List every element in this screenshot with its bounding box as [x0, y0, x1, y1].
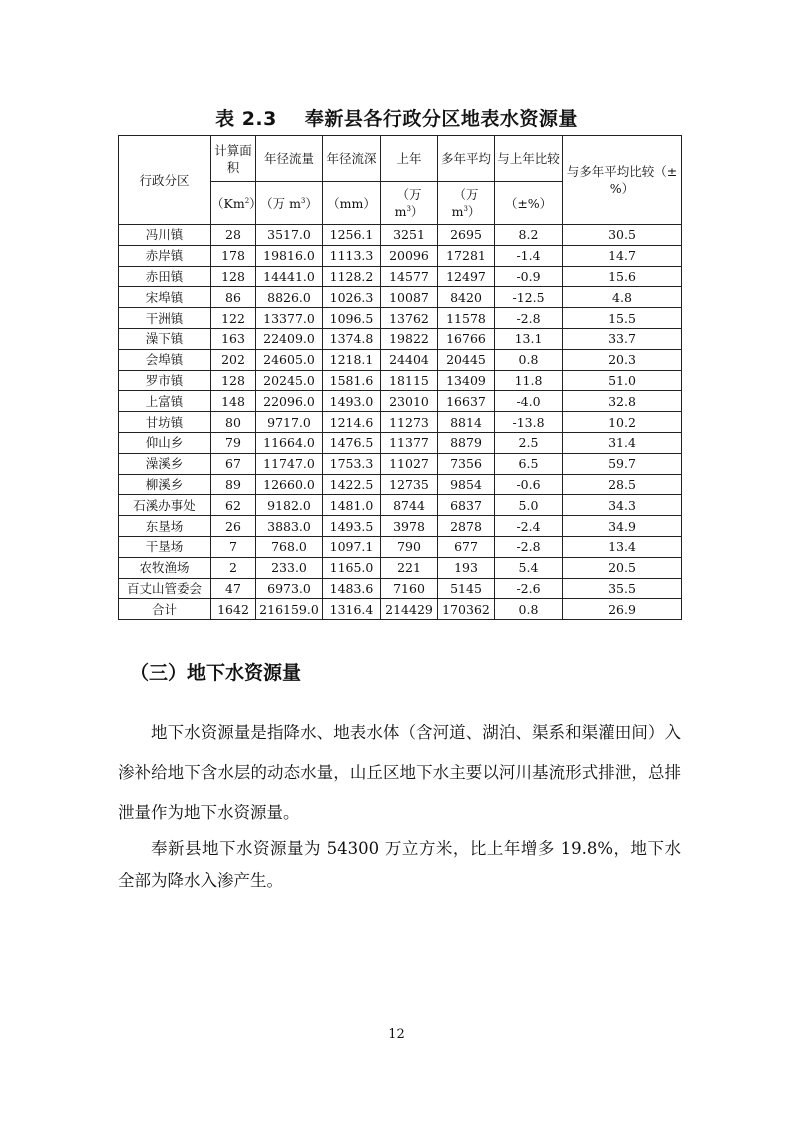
table-header-row — [119, 136, 682, 182]
cell-district: 干垦场 — [119, 536, 211, 557]
cell-flow: 6973.0 — [256, 578, 323, 599]
cell-cmp-avg: 13.4 — [563, 536, 682, 557]
cell-avg: 677 — [438, 536, 495, 557]
cell-depth: 1165.0 — [323, 557, 381, 578]
cell-cmp-avg: 33.7 — [563, 328, 682, 349]
cell-last: 18115 — [381, 370, 438, 391]
cell-depth: 1256.1 — [323, 225, 381, 246]
cell-avg: 6837 — [438, 495, 495, 516]
unit-depth: （mm） — [323, 182, 381, 225]
header-last-year: 上年 — [381, 136, 438, 182]
cell-flow: 20245.0 — [256, 370, 323, 391]
cell-flow: 216159.0 — [256, 599, 323, 620]
cell-area: 47 — [211, 578, 256, 599]
cell-last: 19822 — [381, 328, 438, 349]
cell-district: 百丈山管委会 — [119, 578, 211, 599]
cell-depth: 1026.3 — [323, 287, 381, 308]
unit-multi-year-avg — [438, 182, 495, 225]
cell-last: 7160 — [381, 578, 438, 599]
cell-last: 11377 — [381, 432, 438, 453]
cell-flow: 3883.0 — [256, 516, 323, 537]
cell-flow: 22409.0 — [256, 328, 323, 349]
cell-area: 148 — [211, 391, 256, 412]
cell-cmp-last: 6.5 — [495, 453, 563, 474]
unit-compare-last: （±%） — [495, 182, 563, 225]
cell-cmp-avg: 15.5 — [563, 308, 682, 329]
cell-depth: 1128.2 — [323, 266, 381, 287]
cell-district: 赤岸镇 — [119, 245, 211, 266]
cell-cmp-last: -0.9 — [495, 266, 563, 287]
cell-last: 11273 — [381, 412, 438, 433]
cell-area: 26 — [211, 516, 256, 537]
cell-last: 221 — [381, 557, 438, 578]
cell-last: 12735 — [381, 474, 438, 495]
cell-area: 122 — [211, 308, 256, 329]
cell-last: 20096 — [381, 245, 438, 266]
cell-area: 202 — [211, 349, 256, 370]
cell-avg: 12497 — [438, 266, 495, 287]
cell-area: 2 — [211, 557, 256, 578]
cell-depth: 1096.5 — [323, 308, 381, 329]
cell-flow: 11664.0 — [256, 432, 323, 453]
cell-flow: 13377.0 — [256, 308, 323, 329]
table-row — [119, 536, 682, 557]
table-row — [119, 349, 682, 370]
cell-avg: 5145 — [438, 578, 495, 599]
unit-last-sup: 3 — [406, 204, 411, 213]
cell-district: 合计 — [119, 599, 211, 620]
cell-depth: 1214.6 — [323, 412, 381, 433]
cell-cmp-avg: 35.5 — [563, 578, 682, 599]
cell-cmp-last: 2.5 — [495, 432, 563, 453]
unit-area-a: （Km — [211, 195, 245, 211]
cell-cmp-last: 8.2 — [495, 225, 563, 246]
cell-district: 农牧渔场 — [119, 557, 211, 578]
cell-avg: 7356 — [438, 453, 495, 474]
cell-depth: 1374.8 — [323, 328, 381, 349]
cell-flow: 768.0 — [256, 536, 323, 557]
cell-area: 79 — [211, 432, 256, 453]
cell-last: 14577 — [381, 266, 438, 287]
cell-cmp-last: -12.5 — [495, 287, 563, 308]
cell-area: 128 — [211, 266, 256, 287]
cell-district: 干洲镇 — [119, 308, 211, 329]
table-row — [119, 599, 682, 620]
cell-avg: 8879 — [438, 432, 495, 453]
cell-cmp-last: -4.0 — [495, 391, 563, 412]
cell-depth: 1581.6 — [323, 370, 381, 391]
cell-district: 澡下镇 — [119, 328, 211, 349]
cell-cmp-avg: 14.7 — [563, 245, 682, 266]
cell-last: 23010 — [381, 391, 438, 412]
cell-cmp-avg: 31.4 — [563, 432, 682, 453]
unit-last-a: （万 m — [394, 187, 422, 219]
cell-avg: 17281 — [438, 245, 495, 266]
cell-area: 62 — [211, 495, 256, 516]
table-row — [119, 557, 682, 578]
cell-flow: 233.0 — [256, 557, 323, 578]
cell-last: 11027 — [381, 453, 438, 474]
cell-flow: 14441.0 — [256, 266, 323, 287]
cell-depth: 1753.3 — [323, 453, 381, 474]
water-resources-table — [118, 135, 682, 620]
cell-district: 甘坊镇 — [119, 412, 211, 433]
cell-flow: 24605.0 — [256, 349, 323, 370]
cell-district: 柳溪乡 — [119, 474, 211, 495]
cell-area: 89 — [211, 474, 256, 495]
cell-last: 214429 — [381, 599, 438, 620]
cell-district: 上富镇 — [119, 391, 211, 412]
unit-flow — [256, 182, 323, 225]
table-row — [119, 266, 682, 287]
cell-cmp-last: -2.4 — [495, 516, 563, 537]
table-row — [119, 328, 682, 349]
unit-flow-b: ） — [305, 195, 318, 211]
cell-cmp-last: 5.4 — [495, 557, 563, 578]
table-row — [119, 495, 682, 516]
cell-last: 10087 — [381, 287, 438, 308]
cell-district: 石溪办事处 — [119, 495, 211, 516]
cell-flow: 9717.0 — [256, 412, 323, 433]
cell-cmp-avg: 32.8 — [563, 391, 682, 412]
cell-cmp-avg: 34.3 — [563, 495, 682, 516]
cell-avg: 16766 — [438, 328, 495, 349]
header-flow: 年径流量 — [256, 136, 323, 182]
header-depth: 年径流深 — [323, 136, 381, 182]
cell-depth: 1493.5 — [323, 516, 381, 537]
table-row — [119, 308, 682, 329]
table-caption-title: 奉新县各行政分区地表水资源量 — [304, 108, 578, 130]
cell-cmp-avg: 20.3 — [563, 349, 682, 370]
unit-last-year — [381, 182, 438, 225]
table-row — [119, 245, 682, 266]
cell-area: 86 — [211, 287, 256, 308]
table-body — [119, 225, 682, 620]
cell-cmp-avg: 28.5 — [563, 474, 682, 495]
cell-cmp-avg: 51.0 — [563, 370, 682, 391]
cell-cmp-avg: 59.7 — [563, 453, 682, 474]
cell-depth: 1218.1 — [323, 349, 381, 370]
unit-avg-sup: 3 — [463, 204, 468, 213]
cell-area: 28 — [211, 225, 256, 246]
cell-avg: 11578 — [438, 308, 495, 329]
cell-flow: 22096.0 — [256, 391, 323, 412]
cell-avg: 20445 — [438, 349, 495, 370]
table-row — [119, 370, 682, 391]
header-district: 行政分区 — [119, 136, 211, 225]
cell-area: 80 — [211, 412, 256, 433]
table-row — [119, 516, 682, 537]
unit-avg-a: （万 m — [451, 187, 479, 219]
cell-area: 178 — [211, 245, 256, 266]
cell-flow: 3517.0 — [256, 225, 323, 246]
header-compare-avg: 与多年平均比较（±%） — [563, 136, 682, 225]
cell-depth: 1483.6 — [323, 578, 381, 599]
table-row — [119, 225, 682, 246]
cell-district: 罗市镇 — [119, 370, 211, 391]
cell-district: 澡溪乡 — [119, 453, 211, 474]
cell-flow: 12660.0 — [256, 474, 323, 495]
cell-avg: 193 — [438, 557, 495, 578]
cell-cmp-avg: 15.6 — [563, 266, 682, 287]
cell-cmp-avg: 34.9 — [563, 516, 682, 537]
header-area: 计算面积 — [211, 136, 256, 182]
cell-depth: 1097.1 — [323, 536, 381, 557]
section-heading: （三）地下水资源量 — [130, 662, 302, 684]
cell-cmp-last: -0.6 — [495, 474, 563, 495]
header-multi-year-avg: 多年平均 — [438, 136, 495, 182]
cell-area: 128 — [211, 370, 256, 391]
cell-cmp-last: -1.4 — [495, 245, 563, 266]
cell-last: 13762 — [381, 308, 438, 329]
page-number: 12 — [388, 1027, 405, 1042]
cell-last: 3978 — [381, 516, 438, 537]
table-row — [119, 432, 682, 453]
cell-area: 1642 — [211, 599, 256, 620]
unit-area-b: ） — [249, 195, 262, 211]
paragraph-groundwater-amount: 奉新县地下水资源量为 54300 万立方米，比上年增多 19.8%，地下水全部为降水入渗产生。 — [118, 839, 681, 890]
cell-cmp-last: -2.6 — [495, 578, 563, 599]
cell-last: 24404 — [381, 349, 438, 370]
cell-cmp-last: 13.1 — [495, 328, 563, 349]
table-row — [119, 474, 682, 495]
cell-district: 会埠镇 — [119, 349, 211, 370]
cell-district: 冯川镇 — [119, 225, 211, 246]
unit-last-b: ） — [410, 204, 424, 219]
unit-avg-b: ） — [467, 204, 481, 219]
cell-cmp-avg: 4.8 — [563, 287, 682, 308]
unit-flow-a: （万 m — [260, 195, 301, 211]
cell-cmp-last: 11.8 — [495, 370, 563, 391]
cell-cmp-avg: 30.5 — [563, 225, 682, 246]
cell-area: 7 — [211, 536, 256, 557]
unit-area — [211, 182, 262, 225]
cell-district: 东垦场 — [119, 516, 211, 537]
cell-last: 790 — [381, 536, 438, 557]
cell-flow: 11747.0 — [256, 453, 323, 474]
cell-cmp-last: 0.8 — [495, 349, 563, 370]
unit-flow-sup: 3 — [300, 196, 306, 205]
cell-depth: 1481.0 — [323, 495, 381, 516]
cell-area: 163 — [211, 328, 256, 349]
cell-depth: 1316.4 — [323, 599, 381, 620]
cell-last: 3251 — [381, 225, 438, 246]
cell-cmp-last: 5.0 — [495, 495, 563, 516]
cell-district: 仰山乡 — [119, 432, 211, 453]
cell-cmp-avg: 10.2 — [563, 412, 682, 433]
cell-district: 赤田镇 — [119, 266, 211, 287]
paragraph-groundwater-definition: 地下水资源量是指降水、地表水体（含河道、湖泊、渠系和渠灌田间）入渗补给地下含水层的动态水量，山丘区地下水主要以河川基流形式排泄，总排泄量作为地下水资源量。 — [118, 723, 681, 822]
table-row — [119, 453, 682, 474]
cell-cmp-last: 0.8 — [495, 599, 563, 620]
cell-cmp-last: -2.8 — [495, 308, 563, 329]
cell-avg: 8814 — [438, 412, 495, 433]
unit-area-sup: 2 — [244, 196, 250, 205]
cell-flow: 9182.0 — [256, 495, 323, 516]
header-compare-last: 与上年比较 — [495, 136, 563, 182]
cell-cmp-avg: 26.9 — [563, 599, 682, 620]
cell-cmp-last: -13.8 — [495, 412, 563, 433]
cell-depth: 1476.5 — [323, 432, 381, 453]
cell-area: 67 — [211, 453, 256, 474]
cell-avg: 2695 — [438, 225, 495, 246]
table-row — [119, 391, 682, 412]
table-caption — [0, 104, 793, 131]
cell-avg: 2878 — [438, 516, 495, 537]
cell-flow: 8826.0 — [256, 287, 323, 308]
cell-depth: 1422.5 — [323, 474, 381, 495]
table-caption-number: 表 2.3 — [215, 108, 277, 130]
cell-depth: 1493.0 — [323, 391, 381, 412]
table-row — [119, 287, 682, 308]
cell-avg: 170362 — [438, 599, 495, 620]
table-row — [119, 412, 682, 433]
cell-avg: 13409 — [438, 370, 495, 391]
cell-depth: 1113.3 — [323, 245, 381, 266]
cell-cmp-avg: 20.5 — [563, 557, 682, 578]
cell-last: 8744 — [381, 495, 438, 516]
cell-avg: 8420 — [438, 287, 495, 308]
cell-district: 宋埠镇 — [119, 287, 211, 308]
cell-cmp-last: -2.8 — [495, 536, 563, 557]
cell-avg: 9854 — [438, 474, 495, 495]
cell-avg: 16637 — [438, 391, 495, 412]
cell-flow: 19816.0 — [256, 245, 323, 266]
table-row — [119, 578, 682, 599]
